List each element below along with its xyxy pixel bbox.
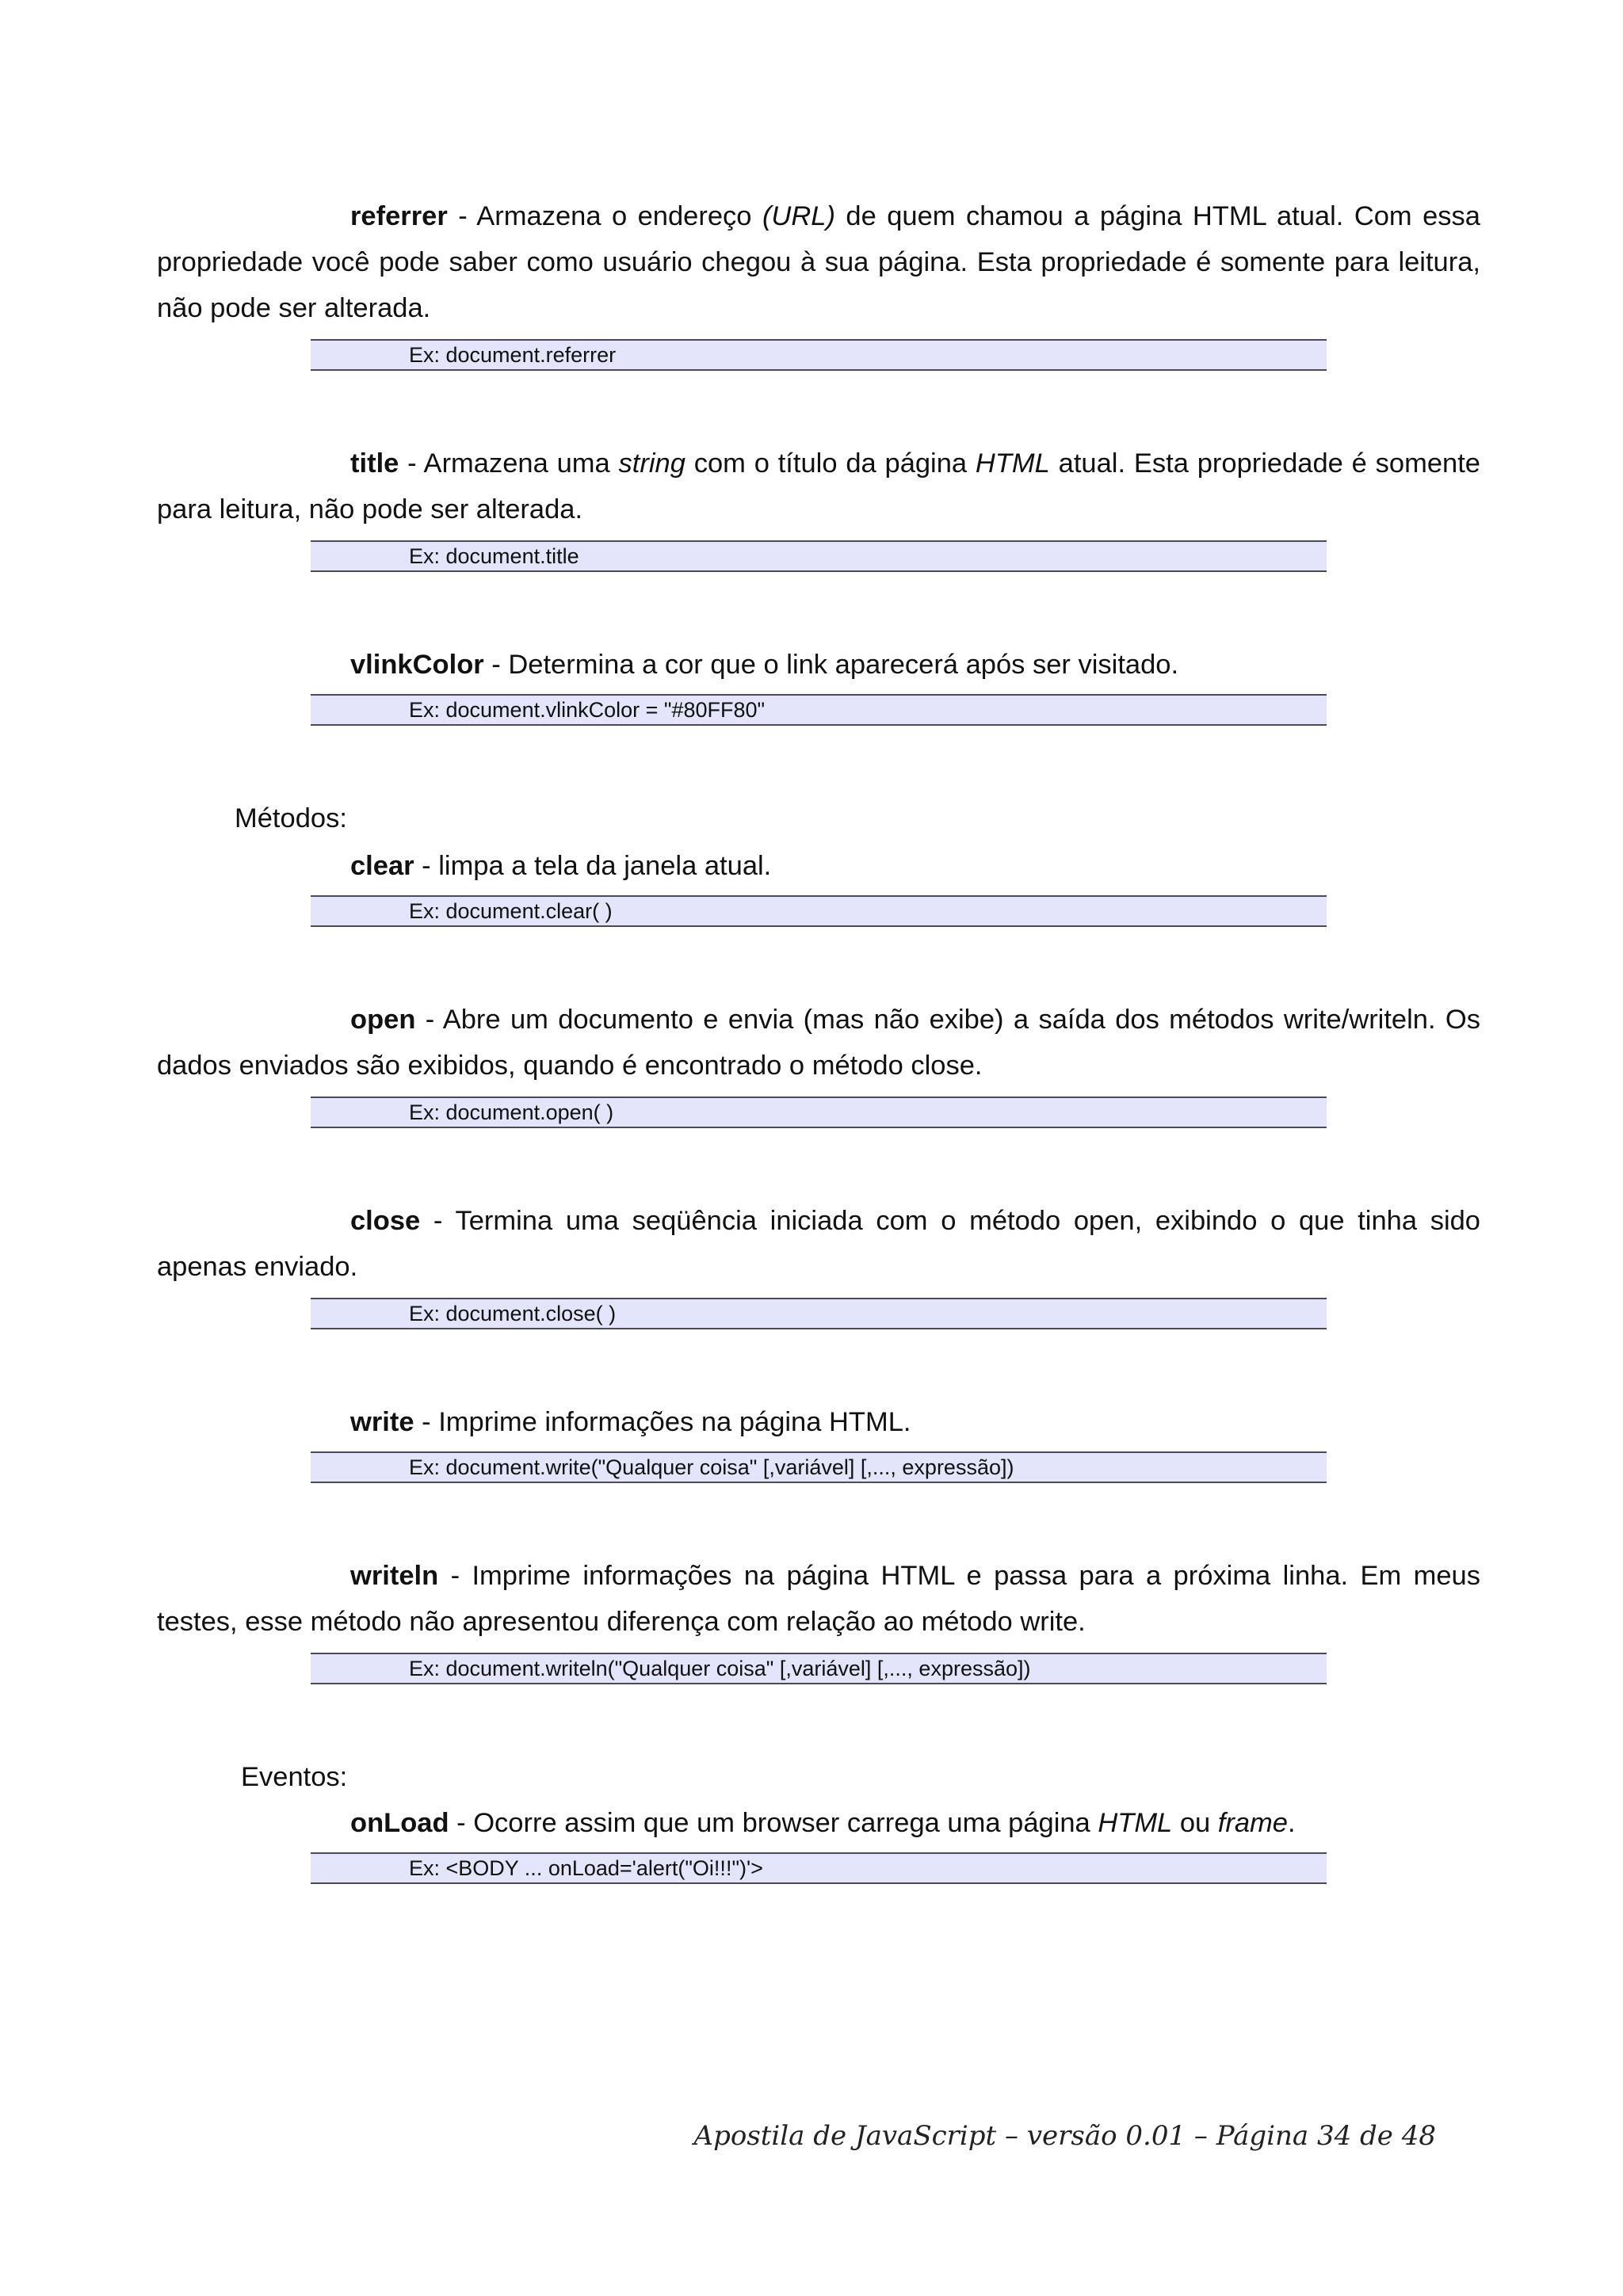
method-name: write: [350, 1407, 414, 1437]
page-footer: Apostila de JavaScript – versão 0.01 – Página 34 de 48: [693, 2120, 1436, 2152]
events-heading: Eventos:: [241, 1762, 348, 1792]
method-writeln-description: writeln - Imprime informações na página HTML e passa para a próxima linha. Em meus testes, esse método não apresentou diferença com relação ao método write.: [157, 1561, 1480, 1637]
property-referrer-description: referrer - Armazena o endereço (URL) de quem chamou a página HTML atual. Com essa propriedade você pode saber como usuário chegou à sua página. Esta propriedade é somente para leitura, não pode ser alterada.: [157, 201, 1480, 323]
example-code-box: Ex: document.close( ): [311, 1298, 1327, 1329]
method-clear-description: clear - limpa a tela da janela atual.: [350, 851, 772, 881]
example-code-box: Ex: document.writeln("Qualquer coisa" [,variável] [,..., expressão]): [311, 1653, 1327, 1684]
event-onload-description: onLoad - Ocorre assim que um browser carrega uma página HTML ou frame.: [350, 1808, 1296, 1838]
example-code-box: Ex: document.clear( ): [311, 895, 1327, 927]
example-code-box: Ex: document.write("Qualquer coisa" [,variável] [,..., expressão]): [311, 1451, 1327, 1483]
method-name: clear: [350, 851, 414, 881]
example-code-box: Ex: <BODY ... onLoad='alert("Oi!!!")'>: [311, 1852, 1327, 1884]
property-name: title: [350, 448, 399, 479]
property-name: vlinkColor: [350, 650, 484, 680]
property-name: referrer: [350, 201, 448, 231]
method-close-description: close - Termina uma seqüência iniciada com o método open, exibindo o que tinha sido apenas enviado.: [157, 1206, 1480, 1282]
method-name: writeln: [350, 1561, 439, 1591]
property-title-description: title - Armazena uma string com o título da página HTML atual. Esta propriedade é somente para leitura, não pode ser alterada.: [157, 448, 1480, 524]
example-code-box: Ex: document.title: [311, 540, 1327, 572]
event-name: onLoad: [350, 1808, 449, 1838]
method-open-description: open - Abre um documento e envia (mas não exibe) a saída dos métodos write/writeln. Os dados enviados são exibidos, quando é encontrado o método close.: [157, 1005, 1480, 1081]
method-name: close: [350, 1206, 421, 1236]
property-vlinkcolor-description: vlinkColor - Determina a cor que o link aparecerá após ser visitado.: [350, 650, 1179, 680]
methods-heading: Métodos:: [235, 803, 347, 833]
method-name: open: [350, 1005, 416, 1035]
example-code-box: Ex: document.open( ): [311, 1097, 1327, 1128]
method-write-description: write - Imprime informações na página HTML.: [350, 1407, 911, 1437]
example-code-box: Ex: document.referrer: [311, 339, 1327, 371]
example-code-box: Ex: document.vlinkColor = "#80FF80": [311, 694, 1327, 726]
